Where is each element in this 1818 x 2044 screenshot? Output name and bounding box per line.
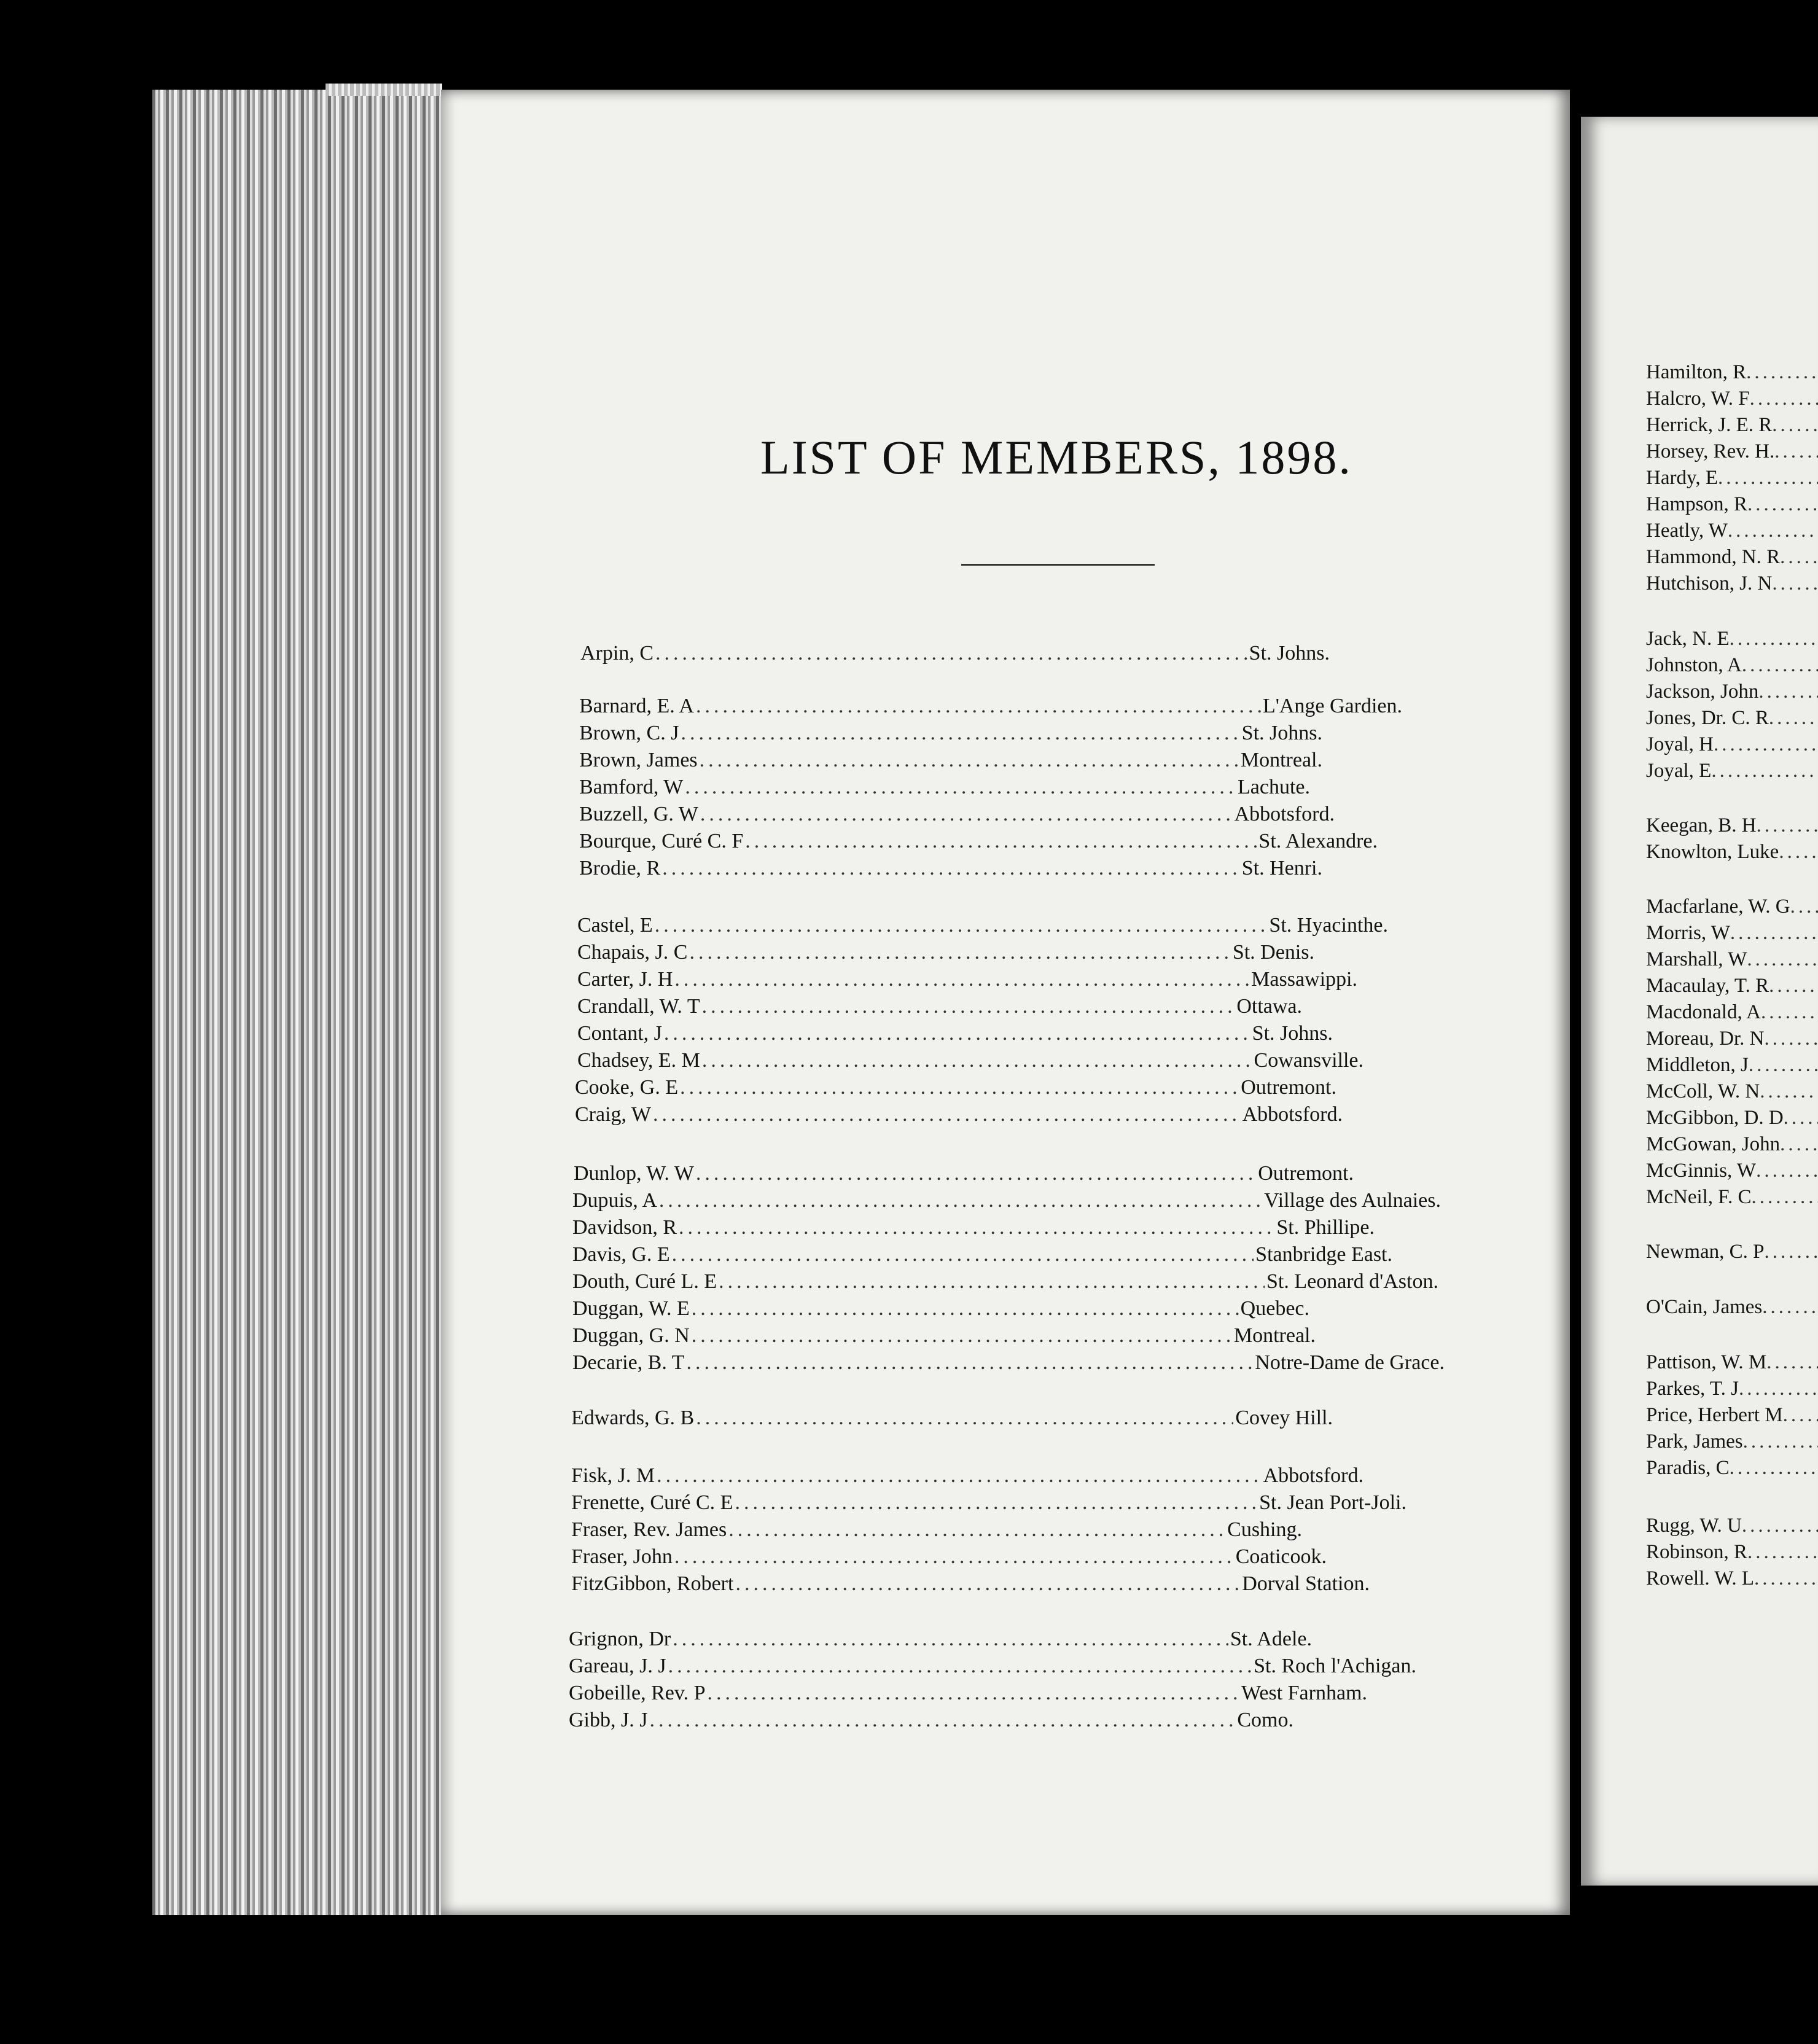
member-name: Rugg, W. U <box>1646 1515 1742 1537</box>
member-place: Village des Aulnaies. <box>1264 1189 1441 1212</box>
member-entry <box>572 1324 1316 1352</box>
dot-leader <box>1784 1107 1818 1129</box>
dot-leader <box>685 776 1236 799</box>
member-entry <box>569 1628 1312 1656</box>
dot-leader <box>692 1324 1232 1348</box>
member-place: St. Henri. <box>1241 857 1322 880</box>
member-entry-right <box>1646 922 1818 949</box>
dot-leader <box>700 749 1239 772</box>
member-name: FitzGibbon, Robert <box>571 1572 734 1595</box>
member-name: Douth, Curé L. E <box>572 1270 717 1293</box>
member-entry-right <box>1646 414 1818 441</box>
dot-leader <box>1747 493 1818 515</box>
member-name: Castel, E <box>577 914 653 937</box>
member-entry-right <box>1646 1186 1818 1213</box>
member-entry <box>579 695 1402 723</box>
member-name: Contant, J <box>577 1022 662 1045</box>
dot-leader <box>1743 1430 1818 1453</box>
member-name: Macaulay, T. R <box>1646 975 1769 997</box>
dot-leader <box>702 1049 1252 1072</box>
member-place: Notre-Dame de Grace. <box>1255 1351 1445 1374</box>
member-name: Paradis, C <box>1646 1457 1730 1479</box>
member-place: Dorval Station. <box>1242 1572 1370 1595</box>
member-name: Hardy, E <box>1646 467 1718 489</box>
dot-leader <box>668 1655 1252 1678</box>
member-entry-right <box>1646 1160 1818 1187</box>
member-entry-right <box>1646 1296 1818 1323</box>
member-entry-right <box>1646 733 1818 760</box>
member-name: Jones, Dr. C. R <box>1646 707 1769 729</box>
dot-leader <box>1730 922 1818 944</box>
member-place: Abbotsford. <box>1242 1103 1343 1126</box>
member-place: Ottawa. <box>1236 995 1302 1018</box>
member-name: Rowell. W. L <box>1646 1567 1755 1590</box>
member-entry <box>577 968 1357 996</box>
member-name: Davidson, R <box>572 1216 677 1239</box>
dot-leader <box>1774 440 1818 462</box>
dot-leader <box>700 803 1233 826</box>
member-name: Herrick, J. E. R <box>1646 414 1773 436</box>
member-name: McGowan, John <box>1646 1133 1781 1155</box>
title-rule <box>961 564 1155 566</box>
member-name: Hutchison, J. N <box>1646 572 1773 595</box>
member-entry-right <box>1646 895 1818 923</box>
member-name: Fraser, Rev. James <box>571 1518 727 1541</box>
dot-leader <box>664 1022 1250 1045</box>
member-name: Brodie, R <box>579 857 661 880</box>
dot-leader <box>1739 1378 1818 1400</box>
dot-leader <box>1711 760 1818 782</box>
member-entry-right <box>1646 1001 1818 1028</box>
member-place: Lachute. <box>1238 776 1310 798</box>
dot-leader <box>655 914 1268 937</box>
member-entry-right <box>1646 707 1818 734</box>
member-name: Fisk, J. M <box>571 1464 655 1487</box>
member-entry-right <box>1646 388 1818 415</box>
dot-leader <box>745 830 1257 853</box>
dot-leader <box>674 1545 1234 1569</box>
member-place: St. Phillipe. <box>1276 1216 1375 1239</box>
dot-leader <box>679 1216 1274 1239</box>
member-entry-right <box>1646 546 1818 573</box>
dot-leader <box>672 1243 1254 1266</box>
dot-leader <box>1747 1541 1818 1563</box>
dot-leader <box>674 968 1249 991</box>
member-entry <box>572 1351 1445 1379</box>
member-entry-right <box>1646 467 1818 494</box>
dot-leader <box>1790 895 1818 918</box>
dot-leader <box>1749 1054 1818 1076</box>
dot-leader <box>1772 572 1818 595</box>
member-name: Joyal, E <box>1646 760 1712 782</box>
dot-leader <box>696 1406 1233 1430</box>
member-entry-right <box>1646 1430 1818 1457</box>
dot-leader <box>1756 1160 1818 1182</box>
member-entry <box>577 941 1314 969</box>
member-name: McNeil, F. C <box>1646 1186 1752 1208</box>
member-name: Gobeille, Rev. P <box>569 1682 706 1704</box>
dot-leader <box>1765 1241 1818 1263</box>
member-name: O'Cain, James <box>1646 1296 1763 1318</box>
member-entry-right <box>1646 1107 1818 1134</box>
dot-leader <box>1757 814 1818 837</box>
member-name: Parkes, T. J <box>1646 1378 1739 1400</box>
member-entry <box>579 857 1322 885</box>
dot-leader <box>649 1709 1235 1732</box>
member-entry <box>571 1491 1406 1519</box>
member-place: St. Denis. <box>1232 941 1314 964</box>
member-entry <box>569 1655 1416 1683</box>
member-name: Dunlop, W. W <box>574 1162 694 1185</box>
member-name: Newman, C. P <box>1646 1241 1765 1263</box>
member-entry <box>572 1270 1438 1298</box>
member-entry-right <box>1646 1080 1818 1107</box>
dot-leader <box>1762 1296 1818 1318</box>
member-entry-right <box>1646 654 1818 681</box>
member-entry-right <box>1646 1378 1818 1405</box>
dot-leader <box>689 941 1230 964</box>
member-entry <box>579 830 1378 858</box>
member-name: McColl, W. N <box>1646 1080 1760 1102</box>
member-name: Chadsey, E. M <box>577 1049 700 1072</box>
member-place: Coaticook. <box>1235 1545 1327 1568</box>
member-entry <box>572 1243 1392 1271</box>
member-name: Barnard, E. A <box>579 695 694 717</box>
member-entry-right <box>1646 361 1818 388</box>
member-name: Jack, N. E <box>1646 628 1730 650</box>
member-entry <box>572 1189 1441 1217</box>
dot-leader <box>655 642 1247 665</box>
dot-leader <box>1761 1001 1818 1023</box>
member-entry <box>571 1518 1302 1547</box>
member-name: Gibb, J. J <box>569 1709 648 1731</box>
member-entry-right <box>1646 1133 1818 1160</box>
dot-leader <box>1752 1186 1818 1208</box>
dot-leader <box>681 722 1239 745</box>
member-place: Outremont. <box>1258 1162 1354 1185</box>
member-name: McGinnis, W <box>1646 1160 1757 1182</box>
dot-leader <box>1728 520 1818 542</box>
member-entry <box>572 1297 1309 1325</box>
member-entry <box>572 1216 1375 1244</box>
dot-leader <box>1718 467 1818 489</box>
member-entry-right <box>1646 572 1818 599</box>
member-name: Marshall, W <box>1646 948 1747 970</box>
dot-leader <box>1769 707 1818 729</box>
member-entry <box>569 1682 1367 1710</box>
member-name: Bourque, Curé C. F <box>579 830 744 852</box>
dot-leader <box>1780 546 1818 568</box>
dot-leader <box>696 1162 1256 1185</box>
member-entry <box>577 995 1302 1023</box>
dot-leader <box>659 1189 1262 1212</box>
dot-leader <box>1783 1404 1818 1426</box>
member-entry <box>569 1709 1293 1737</box>
dot-leader <box>1772 414 1818 436</box>
book-page-edges <box>152 90 441 1915</box>
dot-leader <box>735 1572 1240 1596</box>
dot-leader <box>1746 361 1818 383</box>
dot-leader <box>1780 1133 1818 1155</box>
dot-leader <box>680 1076 1239 1099</box>
member-place: St. Johns. <box>1241 722 1322 744</box>
dot-leader <box>1730 628 1818 650</box>
dot-leader <box>1754 1567 1818 1590</box>
member-name: Hampson, R <box>1646 493 1747 515</box>
member-place: St. Johns. <box>1252 1022 1333 1045</box>
member-name: Macdonald, A <box>1646 1001 1761 1023</box>
member-name: Hamilton, R <box>1646 361 1747 383</box>
book-page-edges-top <box>326 84 442 96</box>
member-place: Outremont. <box>1241 1076 1336 1099</box>
member-name: Dupuis, A <box>572 1189 657 1212</box>
member-entry <box>580 642 1330 670</box>
member-place: St. Johns. <box>1249 642 1330 665</box>
member-entry-right <box>1646 975 1818 1002</box>
member-name: McGibbon, D. D <box>1646 1107 1784 1129</box>
member-entry <box>571 1572 1370 1601</box>
dot-leader <box>1760 1080 1818 1102</box>
member-entry-right <box>1646 681 1818 708</box>
member-place: L'Ange Gardien. <box>1262 695 1402 717</box>
member-entry-right <box>1646 1028 1818 1055</box>
member-place: St. Adele. <box>1230 1628 1312 1650</box>
dot-leader <box>1766 1351 1818 1373</box>
dot-leader <box>696 695 1261 718</box>
member-entry <box>571 1545 1327 1574</box>
member-place: West Farnham. <box>1241 1682 1367 1704</box>
dot-leader <box>1747 948 1818 970</box>
member-place: St. Jean Port-Joli. <box>1259 1491 1406 1514</box>
member-name: Knowlton, Luke <box>1646 841 1779 863</box>
member-place: Stanbridge East. <box>1255 1243 1392 1266</box>
member-name: Cooke, G. E <box>575 1076 679 1099</box>
member-entry <box>575 1103 1343 1131</box>
dot-leader <box>1742 1515 1818 1537</box>
member-entry <box>571 1406 1333 1435</box>
member-name: Edwards, G. B <box>571 1406 695 1429</box>
member-place: Cushing. <box>1227 1518 1302 1541</box>
member-entry-right <box>1646 1241 1818 1268</box>
dot-leader <box>1742 654 1818 676</box>
member-name: Davis, G. E <box>572 1243 670 1266</box>
member-name: Chapais, J. C <box>577 941 688 964</box>
member-entry-right <box>1646 760 1818 787</box>
member-place: St. Roch l'Achigan. <box>1254 1655 1416 1677</box>
member-entry-right <box>1646 1515 1818 1542</box>
member-place: Montreal. <box>1233 1324 1316 1347</box>
member-place: Quebec. <box>1240 1297 1309 1320</box>
member-entry <box>575 1076 1336 1104</box>
member-entry-right <box>1646 1404 1818 1431</box>
member-entry <box>577 914 1388 942</box>
member-entry-right <box>1646 520 1818 547</box>
member-entry <box>579 749 1322 777</box>
member-name: Morris, W <box>1646 922 1730 944</box>
member-name: Arpin, C <box>580 642 653 665</box>
member-name: Joyal, H <box>1646 733 1714 755</box>
member-entry-right <box>1646 948 1818 975</box>
member-name: Carter, J. H <box>577 968 673 991</box>
dot-leader <box>662 857 1240 880</box>
dot-leader <box>1779 841 1818 863</box>
member-name: Price, Herbert M <box>1646 1404 1783 1426</box>
member-name: Fraser, John <box>571 1545 673 1568</box>
member-entry <box>579 722 1322 750</box>
member-entry-right <box>1646 1457 1818 1484</box>
member-name: Robinson, R <box>1646 1541 1748 1563</box>
dot-leader <box>1769 975 1818 997</box>
member-place: St. Leonard d'Aston. <box>1266 1270 1438 1293</box>
member-name: Park, James <box>1646 1430 1743 1453</box>
member-name: Grignon, Dr <box>569 1628 671 1650</box>
page-title: LIST OF MEMBERS, 1898. <box>760 431 1352 484</box>
member-entry <box>574 1162 1354 1190</box>
dot-leader <box>657 1464 1262 1488</box>
member-entry-right <box>1646 841 1818 868</box>
member-entry-right <box>1646 1541 1818 1568</box>
dot-leader <box>1764 1028 1818 1050</box>
dot-leader <box>653 1103 1241 1126</box>
member-name: Macfarlane, W. G <box>1646 895 1790 918</box>
member-name: Bamford, W <box>579 776 684 798</box>
dot-leader <box>719 1270 1265 1293</box>
member-name: Halcro, W. F <box>1646 388 1750 410</box>
member-entry <box>577 1022 1333 1050</box>
dot-leader <box>702 995 1235 1018</box>
member-entry <box>579 803 1335 831</box>
member-name: Middleton, J <box>1646 1054 1749 1076</box>
member-name: Craig, W <box>575 1103 652 1126</box>
dot-leader <box>1730 1457 1818 1479</box>
member-place: Montreal. <box>1240 749 1322 771</box>
member-name: Hammond, N. R <box>1646 546 1781 568</box>
member-name: Duggan, G. N <box>572 1324 690 1347</box>
dot-leader <box>692 1297 1239 1320</box>
dot-leader <box>708 1682 1239 1705</box>
member-place: St. Hyacinthe. <box>1269 914 1388 937</box>
member-place: St. Alexandre. <box>1258 830 1378 852</box>
member-name: Brown, C. J <box>579 722 679 744</box>
member-name: Moreau, Dr. N <box>1646 1028 1765 1050</box>
member-name: Buzzell, G. W <box>579 803 698 825</box>
member-entry-right <box>1646 440 1818 467</box>
member-name: Crandall, W. T <box>577 995 700 1018</box>
right-page <box>1581 117 1818 1886</box>
member-place: Covey Hill. <box>1235 1406 1333 1429</box>
member-entry-right <box>1646 814 1818 841</box>
member-name: Frenette, Curé C. E <box>571 1491 733 1514</box>
member-entry-right <box>1646 628 1818 655</box>
member-name: Johnston, A <box>1646 654 1742 676</box>
member-name: Horsey, Rev. H. <box>1646 440 1775 462</box>
member-entry <box>577 1049 1364 1077</box>
member-place: Como. <box>1237 1709 1293 1731</box>
member-name: Keegan, B. H <box>1646 814 1757 837</box>
dot-leader <box>1714 733 1818 755</box>
member-place: Cowansville. <box>1254 1049 1364 1072</box>
member-place: Abbotsford. <box>1263 1464 1364 1487</box>
dot-leader <box>687 1351 1254 1375</box>
member-entry <box>579 776 1310 804</box>
member-name: Jackson, John <box>1646 681 1759 703</box>
member-name: Gareau, J. J <box>569 1655 666 1677</box>
member-entry-right <box>1646 493 1818 520</box>
member-place: Abbotsford. <box>1234 803 1335 825</box>
member-entry-right <box>1646 1567 1818 1594</box>
member-name: Pattison, W. M <box>1646 1351 1767 1373</box>
member-name: Brown, James <box>579 749 698 771</box>
dot-leader <box>1750 388 1818 410</box>
dot-leader <box>735 1491 1257 1515</box>
member-entry-right <box>1646 1351 1818 1378</box>
member-name: Heatly, W <box>1646 520 1728 542</box>
dot-leader <box>673 1628 1228 1651</box>
member-entry <box>571 1464 1364 1492</box>
member-entry-right <box>1646 1054 1818 1081</box>
member-name: Duggan, W. E <box>572 1297 690 1320</box>
member-name: Decarie, B. T <box>572 1351 685 1374</box>
dot-leader <box>1758 681 1818 703</box>
member-place: Massawippi. <box>1251 968 1357 991</box>
dot-leader <box>728 1518 1225 1542</box>
